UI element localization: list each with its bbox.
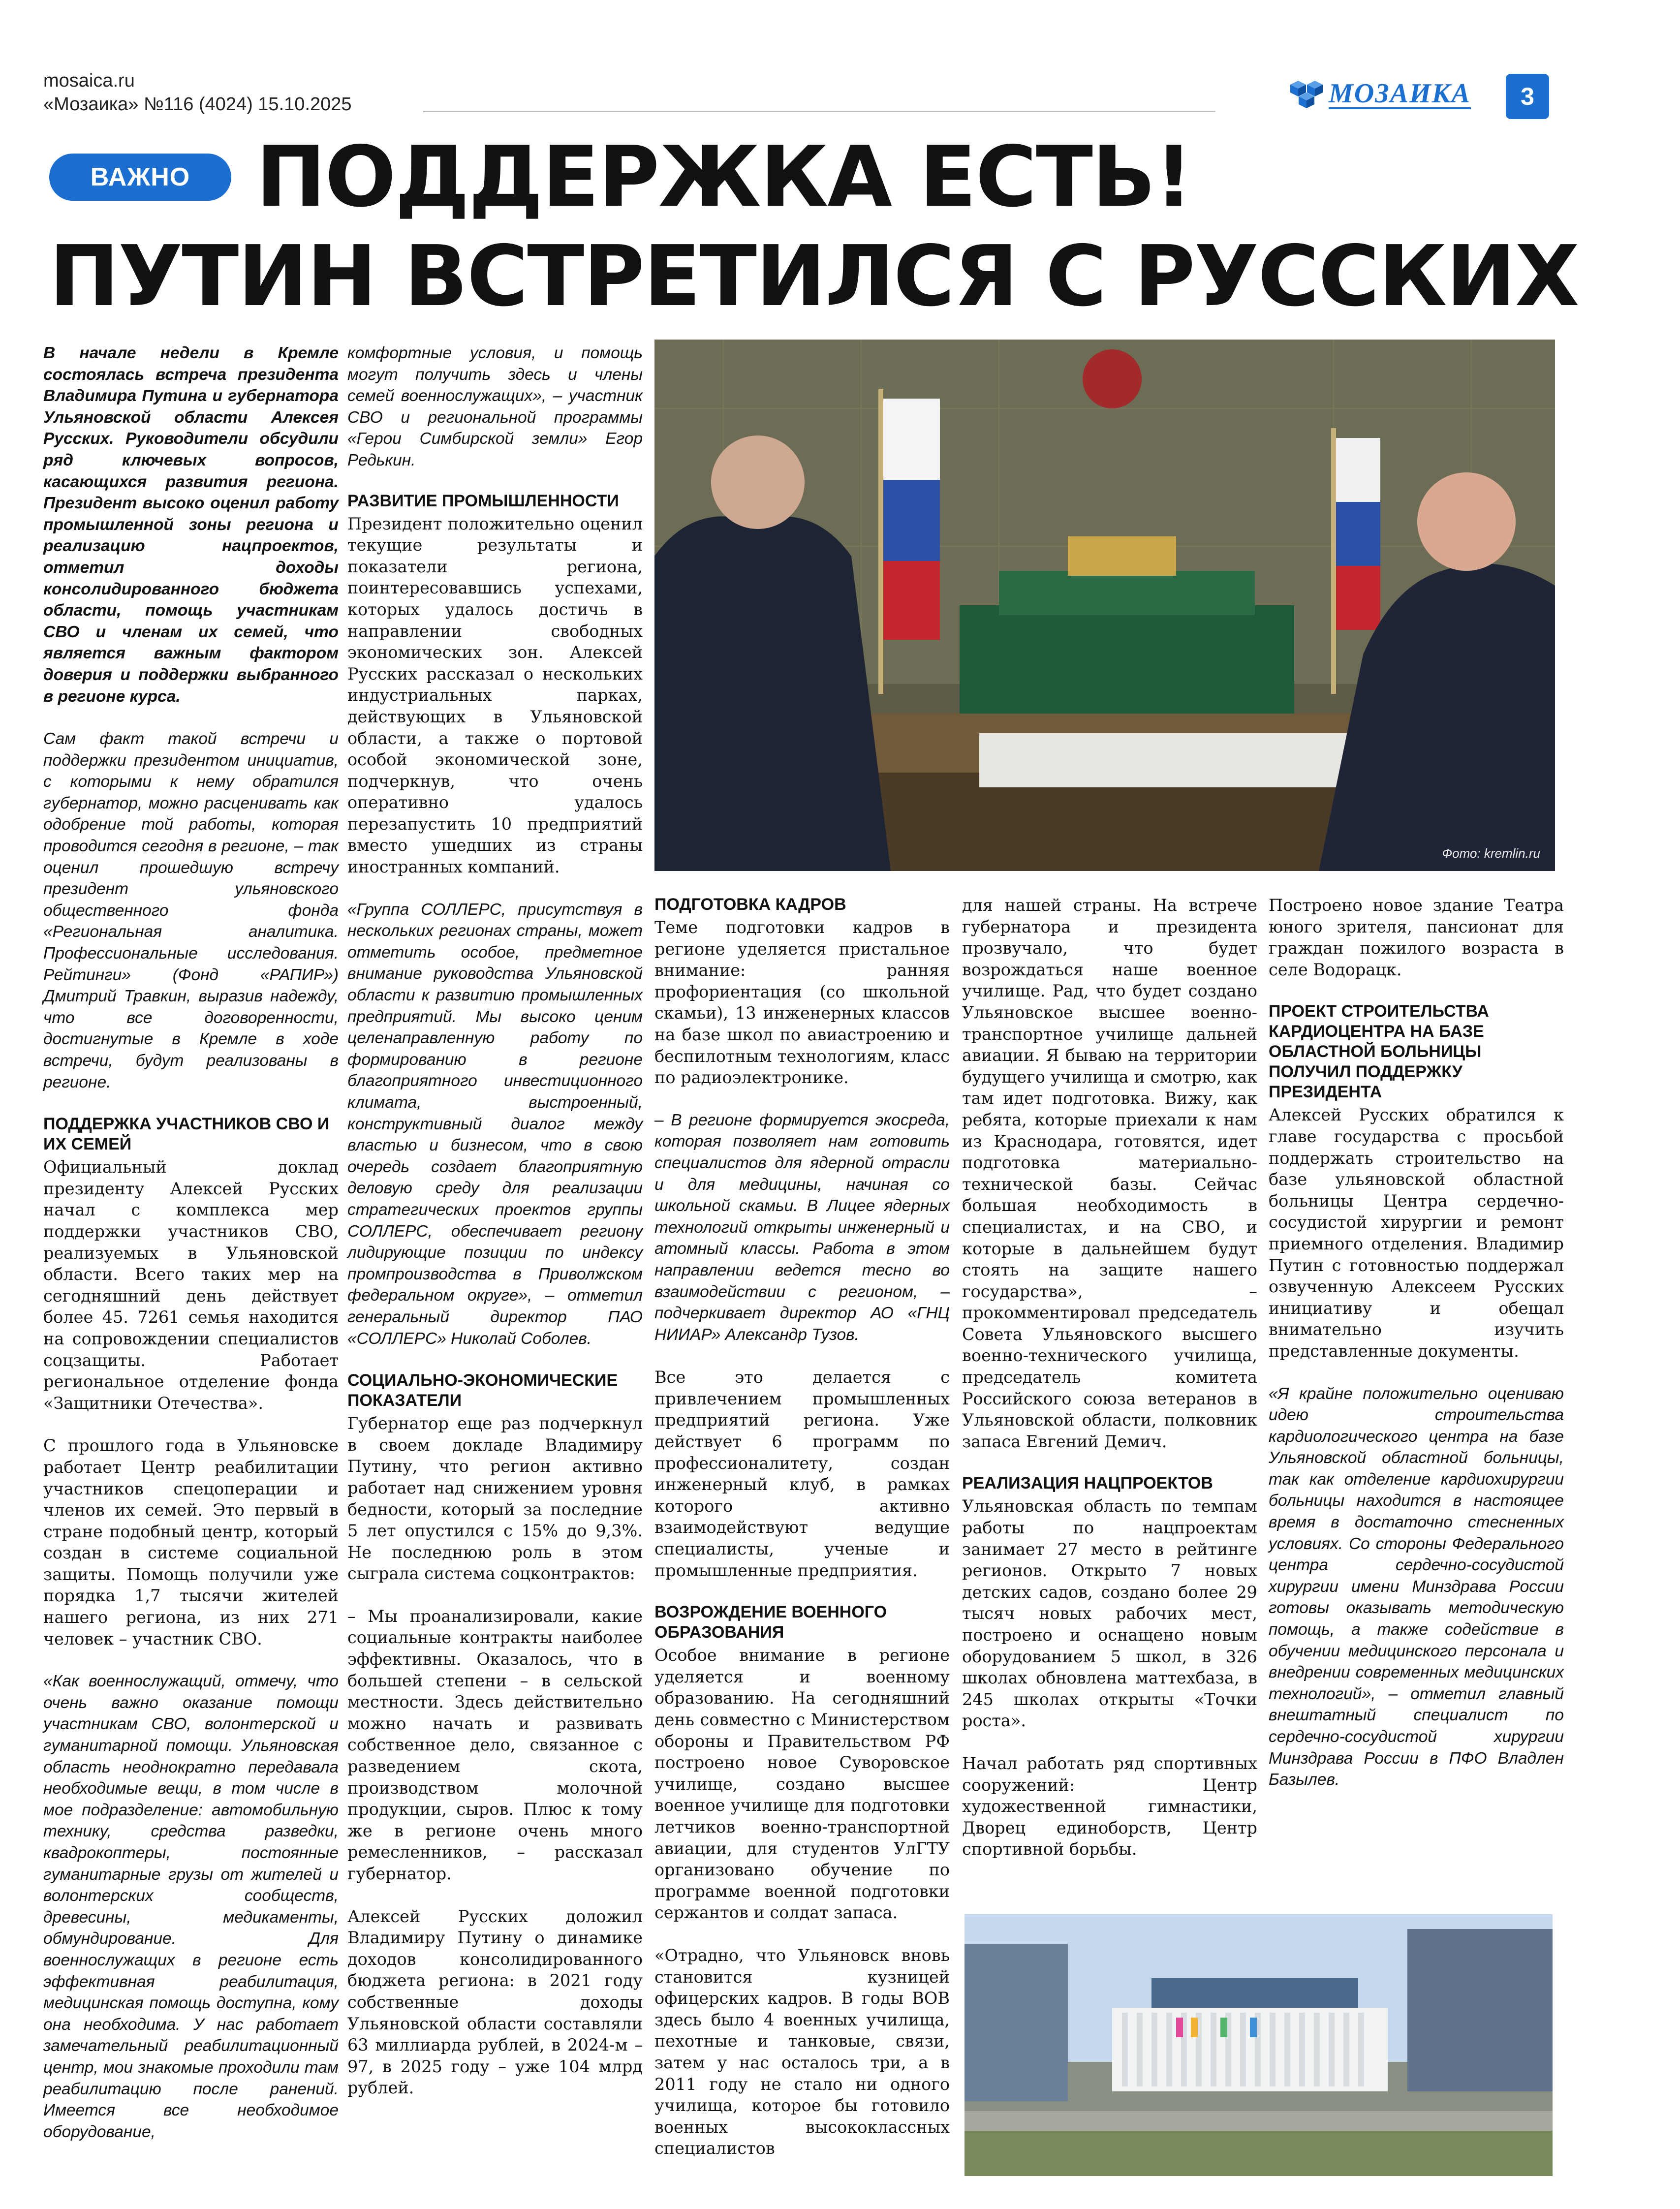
paragraph: Ульяновская область по темпам работы по нацпроектам занимает 27 место в рейтинге регионов. Открыто 7 новых детских садов, создано более 29 тысяч новых рабочих мест, построено и оснащено новым оборудованием 5 школ, в 326 школах обновлена маттехбаза, в 245 школах открыты «Точки роста». [962, 1496, 1257, 1731]
main-photo [654, 340, 1555, 871]
rubric-badge: ВАЖНО [49, 154, 231, 201]
site-url[interactable]: mosaica.ru [43, 70, 135, 91]
column-3 [654, 895, 950, 2159]
headline-line1: ПОДДЕРЖКА ЕСТЬ! [256, 128, 1192, 226]
subhead-military-education: ВОЗРОЖДЕНИЕ ВОЕННОГО ОБРАЗОВАНИЯ [654, 1603, 887, 1642]
paragraph: Алексей Русских обратился к главе государства с просьбой поддержать строительство на базе ульяновской областной больницы Центра сердечно-сосудистой хирургии и ремонт приемного отделения. Владимир Путин с готовностью поддержал озвученную Алексеем Русских инициативу и обещал внимательно изучить представленные документы. [1269, 1105, 1564, 1361]
column-1 [43, 342, 339, 2143]
paragraph: Особое внимание в регионе уделяется и военному образованию. На сегодняшний день совместно с Министерством обороны и Правительством РФ построено новое Суворовское училище, создано высшее военное училище для подготовки летчиков военно-транспортной авиации, для студентов УлГТУ организовано обучение по программе военной подготовки сержантов и солдат запаса. [654, 1646, 950, 1923]
subhead-industry: РАЗВИТИЕ ПРОМЫШЛЕННОСТИ [347, 491, 619, 510]
lead-paragraph: В начале недели в Кремле состоялась встреча президента Владимира Путина и губернатора Ульяновской области Алексея Русских. Руководители обсудили ряд ключевых вопросов, касающихся развития региона. Президент высоко оценил работу промышленной зоны региона и реализацию нацпроектов, отметил доходы консолидированного бюджета области, помощь участникам СВО и членам их семей, что является важным фактором доверия и поддержки выбранного в регионе курса. [43, 344, 339, 706]
quote-sollers: «Группа СОЛЛЕРС, присутствуя в нескольких регионах страны, может отметить особое, предметное внимание руководства Ульяновской области к развитию промышленных предприятий. Мы высоко ценим целенаправленную работу по формированию в регионе благоприятного инвестиционного климата, выстроенный, конструктивный диалог между властью и бизнесом, что в свою очередь создает благоприятную деловую среду для реализации стратегических проектов группы СОЛЛЕРС, обеспечивает региону лидирующие позиции по индексу промпроизводства в Приволжском федеральном округе», – отметил генеральный директор ПАО «СОЛЛЕРС» Николай Соболев. [347, 900, 643, 1348]
brand-logo [1289, 79, 1471, 110]
subhead-svo-support: ПОДДЕРЖКА УЧАСТНИКОВ СВО И ИХ СЕМЕЙ [43, 1115, 330, 1154]
paragraph: Все это делается с привлечением промышленных предприятий региона. Уже действует 6 программ по профессионалитету, создан инженерный клуб, в рамках которого активно взаимодействуют ведущие специалисты, ученые и промышленные предприятия. [654, 1368, 950, 1580]
subhead-cardio-center: ПРОЕКТ СТРОИТЕЛЬСТВА КАРДИОЦЕНТРА НА БАЗЕ ОБЛАСТНОЙ БОЛЬНИЦЫ ПОЛУЧИЛ ПОДДЕРЖКУ ПРЕЗИДЕНТА [1269, 1002, 1489, 1102]
paragraph: Построено новое здание Театра юного зрителя, пансионат для граждан пожилого возраста в селе Водорацк. [1269, 896, 1564, 979]
logo-wordmark: МОЗАИКА [1329, 78, 1471, 109]
quote-travkin: Сам факт такой встречи и поддержки президентом инициатив, с которыми к нему обратился губернатор, можно расценивать как одобрение той работы, которая проводится сегодня в регионе, – так оценил прошедшую встречу президент ульяновского общественного фонда «Региональная аналитика. Профессиональные исследования. Рейтинги» (Фонд «РАПИР») Дмитрий Травкин, выразив надежду, что все договоренности, достигнутые в Кремле в ходе встречи, будут реализованы в регионе. [43, 730, 339, 1091]
subhead-personnel: ПОДГОТОВКА КАДРОВ [654, 895, 846, 914]
paragraph: Теме подготовки кадров в регионе уделяется пристальное внимание: ранняя профориентация (со школьной скамьи), 13 инженерных классов на базе школ по авиастроению и беспилотным технологиям, класс по радиоэлектронике. [654, 918, 950, 1088]
paragraph: Президент положительно оценил текущие результаты и показатели региона, поинтересовавшись успехами, которых удалось достичь в направлении свободных экономических зон. Алексей Русских рассказал о нескольких индустриальных парках, действующих в Ульяновской области, а также о портовой особой экономической зоне, подчеркнув, что очень оперативно удалось перезапустить 10 предприятий вместо ушедших из страны иностранных компаний. [347, 514, 643, 877]
mosaic-cubes-icon [1289, 79, 1326, 110]
headline-line2: ПУТИН ВСТРЕТИЛСЯ С РУССКИХ [49, 228, 1579, 325]
paragraph: Начал работать ряд спортивных сооружений: Центр художественной гимнастики, Дворец единоборств, Центр спортивной борьбы. [962, 1753, 1257, 1859]
quote-tuzov: – В регионе формируется экосреда, которая позволяет нам готовить специалистов для ядерной отрасли и для медицины, начиная со школьной скамьи. В Лицее ядерных технологий открыты инженерный и атомный классы. Работа в этом направлении ведется тесно во взаимодействии с регионом, – подчеркивает директор АО «ГНЦ НИИАР» Александр Тузов. [654, 1111, 950, 1344]
column-2 [347, 342, 643, 2099]
paragraph: С прошлого года в Ульяновске работает Центр реабилитации участников спецоперации и членов их семей. Это первый в стране подобный центр, который создан в системе социальной защиты. Помощь получили уже порядка 1,7 тысячи жителей нашего региона, из них 271 человек – участник СВО. [43, 1436, 339, 1649]
subhead-socioeconomic: СОЦИАЛЬНО-ЭКОНОМИЧЕСКИЕ ПОКАЗАТЕЛИ [347, 1371, 618, 1410]
paragraph: – Мы проанализировали, какие социальные контракты наиболее эффективны. Оказалось, что в большей степени – в сельской местности. Здесь действительно можно начать и развивать собственное дело, связанное с разведением скота, производством молочной продукции, сыров. Плюс к тому же в регионе очень много ремесленников, – рассказал губернатор. [347, 1606, 643, 1883]
header-rule [423, 111, 1215, 112]
issue-info: «Мозаика» №116 (4024) 15.10.2025 [43, 94, 352, 115]
cardio-center-render [964, 1914, 1553, 2176]
quote-continuation: комфортные условия, и помощь могут получить здесь и члены семей военнослужащих», – участник СВО и региональной программы «Герои Симбирской земли» Егор Редькин. [347, 344, 643, 469]
page-number: 3 [1506, 74, 1549, 119]
meeting-photo-illustration [654, 340, 1555, 871]
photo-credit: Фото: kremlin.ru [1442, 846, 1540, 861]
building-render-illustration [964, 1914, 1553, 2176]
paragraph: Официальный доклад президенту Алексей Русских начал с комплекса мер поддержки участников СВО, реализуемых в Ульяновской области. Всего таких мер на сегодняшний день действует более 45. 7261 семья находится на сопровождении специалистов соцзащиты. Работает региональное отделение фонда «Защитники Отечества». [43, 1157, 339, 1413]
paragraph: Губернатор еще раз подчеркнул в своем докладе Владимиру Путину, что регион активно работает над снижением уровня бедности, который за последние 5 лет опустился с 15% до 9,3%. Не последнюю роль в этом сыграла система соцконтрактов: [347, 1414, 643, 1584]
quote-bazylev: «Я крайне положительно оцениваю идею строительства кардиологического центра на базе Ульяновской областной больницы, так как отделение кардиохирургии больницы находится в настоящее время в достаточно стесненных условиях. Со стороны Федерального центра сердечно-сосудистой хирургии имени Минздрава России готовы оказывать методическую помощь, а также содействие в обучении медицинского персонала и внедрении современных медицинских технологий», – отметил главный внештатный специалист по сердечно-сосудистой хирургии Минздрава России в ПФО Владлен Базылев. [1269, 1384, 1564, 1789]
quote-serviceman: «Как военнослужащий, отмечу, что очень важно оказание помощи участникам СВО, волонтерской и гуманитарной помощи. Ульяновская область неоднократно передавала необходимые вещи, в том числе в мое подразделение: автомобильную технику, средства разведки, квадрокоптеры, постоянные гуманитарные грузы от жителей и волонтерских сообществ, древесины, медикаменты, обмундирование. Для военнослужащих в регионе есть эффективная реабилитация, медицинская помощь доступна, кому она необходима. У нас работает замечательный реабилитационный центр, мои знакомые проходили там реабилитацию после ранений. Имеется все необходимое оборудование, [43, 1672, 339, 2141]
paragraph: Алексей Русских доложил Владимиру Путину о динамике доходов консолидированного бюджета региона: в 2021 году собственные доходы Ульяновской области составляли 63 миллиарда рублей, в 2024-м – 97, в 2025 году – уже 104 млрд рублей. [347, 1906, 643, 2098]
paragraph: «Отрадно, что Ульяновск вновь становится кузницей офицерских кадров. В годы ВОВ здесь было 4 военных училища, пехотные и танковые, связи, затем у нас осталось три, а в 2011 году не стало ни одного училища, которое бы готовило военных высококлассных специалистов [654, 1945, 950, 2158]
column-5 [1269, 895, 1564, 1791]
column-4 [962, 895, 1257, 1860]
paragraph: для нашей страны. На встрече губернатора и президента прозвучало, что будет возрождаться наше военное училище. Рад, что будет создано Ульяновское высшее военно-транспортное училище дальней авиации. Я бываю на территории будущего училища и смотрю, как там идет подготовка. Вижу, как ребята, которые приехали к нам из Краснодара, готовятся, идет подготовка материально-технической базы. Сейчас большая необходимость в специалистах, и на СВО, и которые в дальнейшем будут стоять на защите нашего государства», – прокомментировал председатель Совета Ульяновского высшего военно-технического училища, председатель комитета Российского союза ветеранов в Ульяновской области, полковник запаса Евгений Демич. [962, 896, 1257, 1451]
subhead-national-projects: РЕАЛИЗАЦИЯ НАЦПРОЕКТОВ [962, 1474, 1213, 1493]
